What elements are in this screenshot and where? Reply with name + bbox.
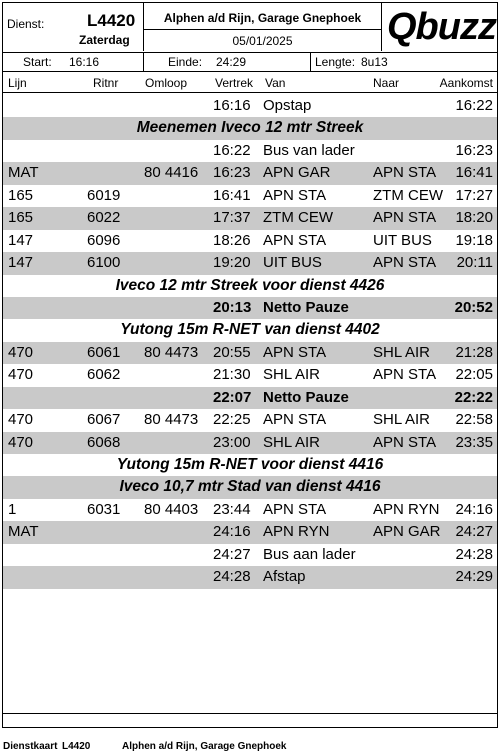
cell-lijn: MAT (8, 523, 39, 541)
cell-vertrek: 24:27 (213, 545, 251, 563)
cell-van: APN RYN (263, 523, 330, 541)
cell-aankomst: 24:16 (455, 500, 493, 518)
cell-ritnr: 6068 (87, 433, 121, 451)
cell-van: APN GAR (263, 164, 331, 182)
cell-naar: SHL AIR (373, 343, 430, 361)
einde-value: 24:29 (216, 55, 247, 69)
cell-aankomst: 16:41 (455, 164, 493, 182)
col-omloop: Omloop (145, 76, 188, 90)
section-row (3, 275, 497, 297)
table-row (3, 185, 497, 207)
card-header (3, 3, 497, 51)
cell-vertrek: 16:41 (213, 186, 251, 204)
cell-naar: APN STA (373, 366, 437, 384)
date-label: 05/01/2025 (232, 34, 293, 48)
location-divider (144, 29, 381, 30)
cell-aankomst: 20:52 (454, 298, 493, 316)
cell-lijn: 470 (8, 433, 34, 451)
cell-lijn: 1 (8, 500, 17, 518)
cell-aankomst: 17:27 (455, 186, 493, 204)
cell-vertrek: 23:44 (213, 500, 251, 518)
cell-lijn: 147 (8, 231, 34, 249)
cell-vertrek: 19:20 (213, 254, 251, 272)
dienst-box (3, 3, 144, 51)
pause-row (3, 297, 497, 319)
cell-lijn: 165 (8, 186, 34, 204)
start-box (3, 53, 144, 71)
cell-omloop: 80 4473 (144, 411, 199, 429)
time-summary (3, 52, 497, 72)
start-value: 16:16 (69, 55, 100, 69)
table-row (3, 207, 497, 229)
cell-aankomst: 22:58 (455, 411, 493, 429)
cell-vertrek: 23:00 (213, 433, 251, 451)
cell-vertrek: 20:55 (213, 343, 251, 361)
start-label: Start: (23, 55, 52, 69)
table-row (3, 409, 497, 431)
cell-vertrek: 20:13 (213, 298, 252, 316)
lengte-label: Lengte: (315, 55, 356, 69)
cell-ritnr: 6100 (87, 254, 121, 272)
col-naar: Naar (373, 76, 400, 90)
cell-omloop: 80 4473 (144, 343, 199, 361)
cell-vertrek: 16:22 (213, 141, 251, 159)
cell-lijn: MAT (8, 164, 39, 182)
cell-naar: APN STA (373, 164, 437, 182)
cell-vertrek: 24:16 (213, 523, 251, 541)
cell-van: SHL AIR (263, 366, 320, 384)
col-van: Van (265, 76, 286, 90)
section-title: Meenemen Iveco 12 mtr Streek (136, 119, 364, 137)
col-aankomst: Aankomst (439, 76, 493, 90)
cell-naar: APN RYN (373, 500, 440, 518)
footer-rule (3, 713, 497, 714)
section-title: Yutong 15m R-NET voor dienst 4416 (116, 456, 384, 473)
cell-van: APN STA (263, 343, 327, 361)
lengte-value: 8u13 (361, 55, 388, 69)
cell-ritnr: 6067 (87, 411, 121, 429)
cell-aankomst: 24:28 (455, 545, 493, 563)
section-row (3, 319, 497, 341)
cell-lijn: 470 (8, 343, 34, 361)
dienst-code: L4420 (87, 11, 136, 30)
cell-aankomst: 22:05 (455, 366, 493, 384)
service-card (2, 2, 498, 728)
cell-vertrek: 22:07 (213, 388, 252, 406)
cell-van: Netto Pauze (263, 388, 349, 406)
table-row (3, 364, 497, 386)
qbuzz-logo: Qbuzz (387, 6, 496, 48)
cell-ritnr: 6031 (87, 500, 121, 518)
cell-aankomst: 23:35 (455, 433, 493, 451)
cell-aankomst: 22:22 (454, 388, 493, 406)
cell-naar: APN STA (373, 254, 437, 272)
cell-ritnr: 6022 (87, 209, 121, 227)
section-title: Yutong 15m R-NET van dienst 4402 (120, 321, 380, 339)
table-row (3, 342, 497, 364)
cell-aankomst: 16:23 (455, 141, 493, 159)
cell-vertrek: 24:28 (213, 568, 251, 586)
col-lijn: Lijn (8, 76, 27, 90)
cell-ritnr: 6062 (87, 366, 121, 384)
einde-label: Einde: (168, 55, 203, 69)
cell-lijn: 147 (8, 254, 34, 272)
section-row (3, 476, 497, 498)
location-title: Alphen a/d Rijn, Garage Gnephoek (163, 11, 362, 25)
cell-omloop: 80 4416 (144, 164, 199, 182)
pause-row (3, 387, 497, 409)
cell-ritnr: 6061 (87, 343, 121, 361)
table-row (3, 252, 497, 274)
cell-lijn: 470 (8, 366, 34, 384)
cell-van: APN STA (263, 500, 327, 518)
footer-location: Alphen a/d Rijn, Garage Gnephoek (122, 741, 287, 752)
table-row (3, 162, 497, 184)
cell-van: APN STA (263, 231, 327, 249)
cell-aankomst: 24:27 (455, 523, 493, 541)
cell-lijn: 470 (8, 411, 34, 429)
cell-van: APN STA (263, 186, 327, 204)
day-label: Zaterdag (79, 33, 130, 47)
table-row (3, 230, 497, 252)
table-row (3, 95, 497, 117)
cell-aankomst: 20:11 (456, 254, 493, 272)
cell-lijn: 165 (8, 209, 34, 227)
col-ritnr: Ritnr (93, 76, 119, 90)
cell-vertrek: 16:16 (213, 97, 251, 114)
table-row (3, 499, 497, 521)
column-header (3, 73, 497, 93)
cell-van: Afstap (263, 568, 306, 586)
cell-vertrek: 22:25 (213, 411, 251, 429)
cell-aankomst: 24:29 (455, 568, 493, 586)
cell-aankomst: 16:22 (455, 97, 493, 114)
table-row (3, 432, 497, 454)
cell-van: Bus aan lader (263, 545, 356, 563)
cell-van: APN STA (263, 411, 327, 429)
table-row (3, 566, 497, 588)
cell-aankomst: 19:18 (455, 231, 493, 249)
cell-van: SHL AIR (263, 433, 320, 451)
cell-naar: APN STA (373, 433, 437, 451)
cell-naar: APN STA (373, 209, 437, 227)
cell-naar: APN GAR (373, 523, 441, 541)
cell-aankomst: 21:28 (455, 343, 493, 361)
cell-naar: UIT BUS (373, 231, 432, 249)
cell-omloop: 80 4403 (144, 500, 199, 518)
cell-van: Bus van lader (263, 141, 355, 159)
section-row (3, 117, 497, 139)
cell-van: Netto Pauze (263, 298, 349, 316)
table-row (3, 521, 497, 543)
cell-van: Opstap (263, 97, 312, 114)
cell-vertrek: 16:23 (213, 164, 251, 182)
cell-vertrek: 18:26 (213, 231, 251, 249)
cell-van: UIT BUS (263, 254, 322, 272)
cell-aankomst: 18:20 (455, 209, 493, 227)
table-row (3, 544, 497, 566)
section-title: Iveco 12 mtr Streek voor dienst 4426 (115, 276, 385, 294)
footer-card-label: Dienstkaart (3, 741, 58, 752)
col-vertrek: Vertrek (215, 76, 254, 90)
cell-vertrek: 21:30 (213, 366, 251, 384)
cell-ritnr: 6096 (87, 231, 121, 249)
section-row (3, 454, 497, 476)
cell-naar: SHL AIR (373, 411, 430, 429)
dienst-label: Dienst: (7, 17, 45, 31)
footer-card-code: L4420 (62, 741, 91, 752)
location-box (144, 3, 382, 51)
einde-box (144, 53, 311, 71)
section-title: Iveco 10,7 mtr Stad van dienst 4416 (119, 478, 381, 496)
cell-vertrek: 17:37 (213, 209, 251, 227)
table-row (3, 140, 497, 162)
cell-van: ZTM CEW (263, 209, 333, 227)
cell-naar: ZTM CEW (373, 186, 443, 204)
cell-ritnr: 6019 (87, 186, 121, 204)
schedule-table (3, 95, 497, 589)
